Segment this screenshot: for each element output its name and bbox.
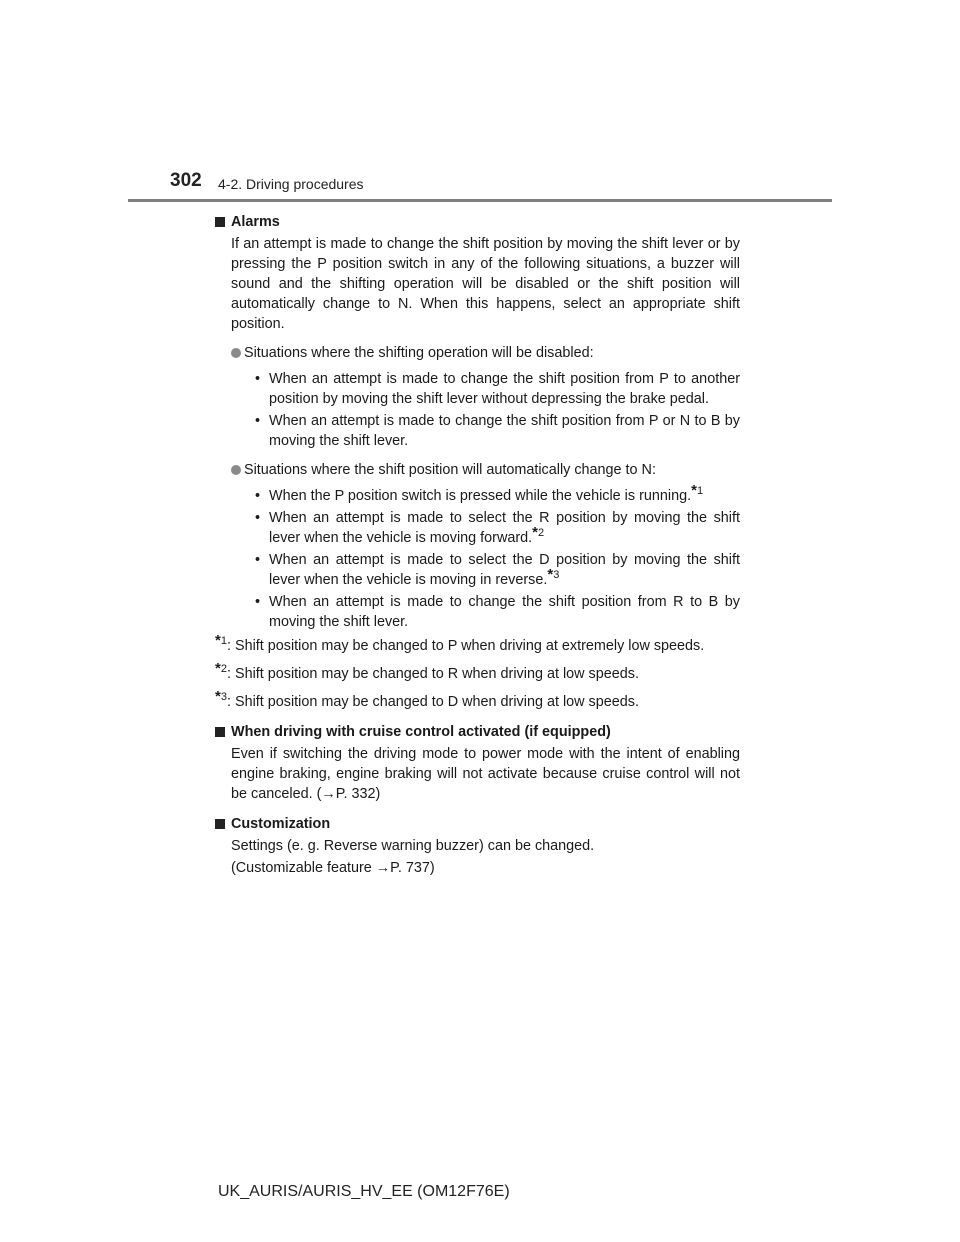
footnote-mark-number: 3 [220,691,227,704]
alarms-body: If an attempt is made to change the shift position by moving the shift lever or by pressing the P position switch in any of the following situations, a buzzer will sound and the shifting operation will be disabled or the shift position will automatically change to N. When this happens, select an appropriate shift position. [231,236,740,332]
footnote-mark: *2 [215,660,227,678]
footnote-text: : Shift position may be changed to D when driving at low speeds. [226,694,639,710]
auto-change-heading: Situations where the shift position will automatically change to N: [231,460,740,480]
footnote-mark-number: 2 [220,663,227,676]
footnote-ref-number: 1 [696,485,704,498]
disabled-situations-heading: Situations where the shifting operation will be disabled: [231,343,740,363]
alarms-heading: Alarms [215,212,740,232]
footnote [215,632,740,656]
cruise-heading: When driving with cruise control activated (if equipped) [215,722,740,742]
footnote-ref: *3 [547,566,560,584]
list-item [255,592,740,632]
section-title: 4-2. Driving procedures [218,176,364,192]
list-item-text: When an attempt is made to select the D position by moving the shift lever when the vehicle is moving in reverse. [269,552,740,588]
footnote-ref: *2 [532,524,545,542]
disabled-situations-list [255,369,740,451]
list-item-text: When the P position switch is pressed while the vehicle is running. [269,488,692,504]
footnote-text: : Shift position may be changed to P when driving at extremely low speeds. [226,638,705,654]
footnote-text: : Shift position may be changed to R when driving at low speeds. [226,666,639,682]
list-item-text: When an attempt is made to change the shift position from R to B by moving the shift lever. [269,594,740,630]
customization-line-1: Settings (e. g. Reverse warning buzzer) can be changed. [231,838,595,854]
footnote-ref: *1 [691,482,704,500]
footnote-mark: *3 [215,688,227,706]
footer-document-code: UK_AURIS/AURIS_HV_EE (OM12F76E) [218,1183,510,1200]
footnote-ref-number: 2 [538,527,545,540]
list-item [255,482,740,506]
list-item-text: When an attempt is made to select the R position by moving the shift lever when the vehicle is moving forward. [269,510,740,546]
footnote [215,688,740,712]
customization-heading: Customization [215,814,740,834]
list-item: • When an attempt is made to change the shift position from P or N to B by moving the shift lever. [255,411,740,451]
page-content [215,206,740,878]
footnote-mark: *1 [215,632,227,650]
footnote-mark-number: 1 [220,635,227,648]
footnote [215,660,740,684]
cruise-body: Even if switching the driving mode to power mode with the intent of enabling engine braking, engine braking will not activate because cruise control will not be canceled. (→P. 332) [231,746,740,802]
customization-line-2: (Customizable feature →P. 737) [231,860,435,876]
list-item: • When an attempt is made to change the shift position from P to another position by moving the shift lever without depressing the brake pedal. [255,369,740,409]
footnote-ref-number: 3 [553,569,560,582]
auto-change-list [255,482,740,632]
list-item [255,508,740,548]
list-item [255,550,740,590]
header-rule [128,199,832,202]
page-number: 302 [170,170,202,191]
